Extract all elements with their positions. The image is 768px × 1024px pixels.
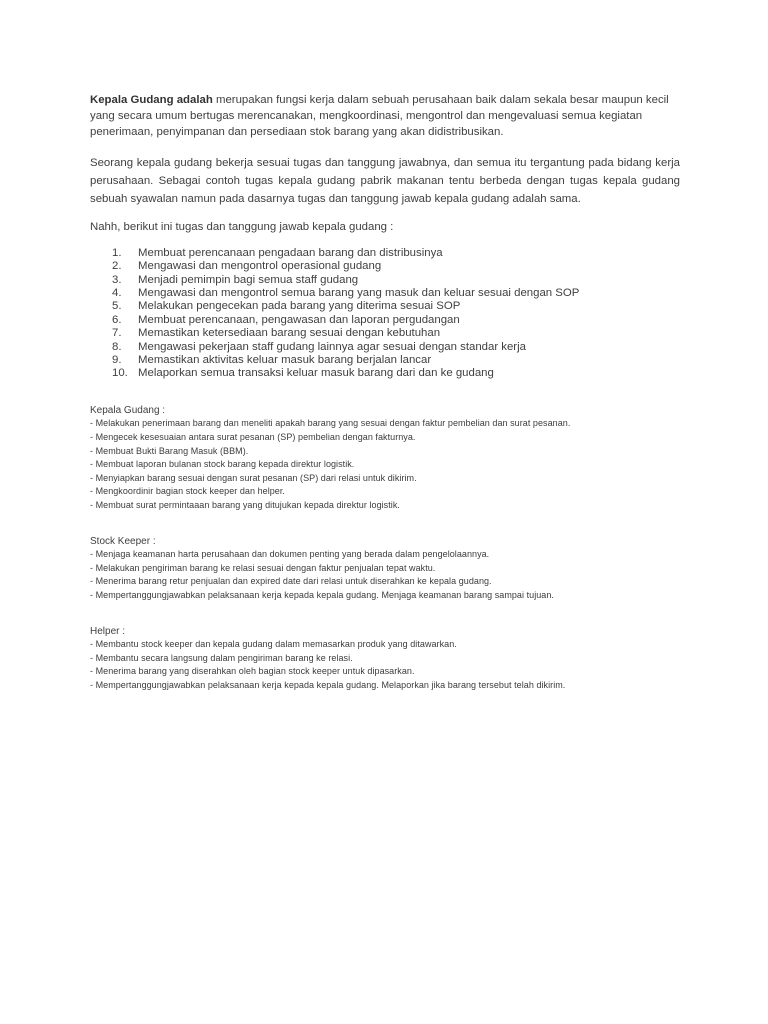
list-item-text: Melakukan pengecekan pada barang yang diterima sesuai SOP [138,300,461,313]
intro-text: merupakan fungsi kerja dalam sebuah perusahaan baik dalam sekala besar maupun kecil yang secara umum bertugas merencanakan, mengkoordinasi, mengontrol dan mengevaluasi semua kegiatan penerimaan, penyimpanan dan persediaan stok barang yang akan didistribusikan. [90,94,669,138]
section-line: - Menjaga keamanan harta perusahaan dan dokumen penting yang berada dalam pengelolaannya. [90,549,490,560]
task-list [90,247,680,381]
list-item [90,367,680,380]
section-line: - Mempertanggungjawabkan pelaksanaan kerja kepada kepala gudang. Menjaga keamanan barang sampai tujuan. [90,589,554,600]
list-item [90,260,680,273]
list-item-text: Memastikan ketersediaan barang sesuai dengan kebutuhan [138,327,441,340]
list-item-number: 5. [112,300,122,313]
section-line: - Mempertanggungjawabkan pelaksanaan kerja kepada kepala gudang. Melaporkan jika barang tersebut telah dikirim. [90,679,566,690]
section-line: - Mengecek kesesuaian antara surat pesanan (SP) pembelian dengan fakturnya. [90,432,416,443]
list-item-text: Membuat perencanaan pengadaan barang dan distribusinya [138,246,443,259]
list-item [90,247,680,260]
section-line: - Membantu secara langsung dalam pengiriman barang ke relasi. [90,652,353,663]
section-line: - Menerima barang retur penjualan dan expired date dari relasi untuk diserahkan ke kepala gudang. [90,576,492,587]
list-item-number: 6. [112,313,122,326]
list-item-number: 8. [112,340,122,353]
section-title: Stock Keeper : [90,535,156,547]
document-page [90,92,680,693]
second-paragraph: Seorang kepala gudang bekerja sesuai tugas dan tanggung jawabnya, dan semua itu tergantung pada bidang kerja perusahaan. Sebagai contoh tugas kepala gudang pabrik makanan tentu berbeda dengan tugas kepala gudang sebuah syawalan namun pada dasarnya tugas dan tanggung jawab kepala gudang adalah sama. [90,157,680,205]
list-intro: Nahh, berikut ini tugas dan tanggung jawab kepala gudang : [90,221,394,234]
list-item-text: Melaporkan semua transaksi keluar masuk barang dari dan ke gudang [138,367,494,380]
list-item-number: 1. [112,246,122,259]
list-item [90,314,680,327]
list-item-number: 10. [112,367,128,380]
list-item-number: 2. [112,260,122,273]
list-item-number: 4. [112,287,122,299]
list-item [90,327,680,340]
section-line: - Mengkoordinir bagian stock keeper dan helper. [90,486,285,497]
section-line: - Melakukan pengiriman barang ke relasi sesuai dengan faktur penjualan tepat waktu. [90,562,436,573]
list-item-text: Membuat perencanaan, pengawasan dan laporan pergudangan [138,313,460,326]
section-line: - Membuat surat permintaaan barang yang ditujukan kepada direktur logistik. [90,500,400,510]
list-item-number: 9. [112,354,122,367]
section-stock-keeper [90,535,680,603]
list-item [90,300,680,313]
list-item [90,341,680,354]
section-line: - Membuat Bukti Barang Masuk (BBM). [90,445,249,456]
list-item-text: Menjadi pemimpin bagi semua staff gudang [138,273,359,286]
section-line: - Membantu stock keeper dan kepala gudang dalam memasarkan produk yang ditawarkan. [90,639,457,650]
section-line: - Membuat laporan bulanan stock barang kepada direktur logistik. [90,459,355,470]
list-item-number: 3. [112,273,122,286]
list-item [90,354,680,367]
list-item-text: Mengawasi pekerjaan staff gudang lainnya agar sesuai dengan standar kerja [138,340,526,353]
section-title: Kepala Gudang : [90,404,166,416]
list-item-text: Mengawasi dan mengontrol operasional gudang [138,260,382,273]
section-line: - Menyiapkan barang sesuai dengan surat pesanan (SP) dari relasi untuk dikirim. [90,472,417,483]
list-item [90,274,680,287]
section-helper [90,625,680,693]
section-kepala-gudang [90,404,680,513]
section-title: Helper : [90,625,126,637]
list-item-text: Memastikan aktivitas keluar masuk barang berjalan lancar [138,354,432,367]
list-item-text: Mengawasi dan mengontrol semua barang yang masuk dan keluar sesuai dengan SOP [138,287,580,299]
intro-paragraph [90,92,680,140]
section-line: - Melakukan penerimaan barang dan meneliti apakah barang yang sesuai dengan faktur pembelian dan surat pesanan. [90,418,571,429]
list-item [90,287,680,300]
section-line: - Menerima barang yang diserahkan oleh bagian stock keeper untuk dipasarkan. [90,666,415,677]
intro-bold-lead: Kepala Gudang adalah [90,94,213,106]
list-item-number: 7. [112,327,122,340]
